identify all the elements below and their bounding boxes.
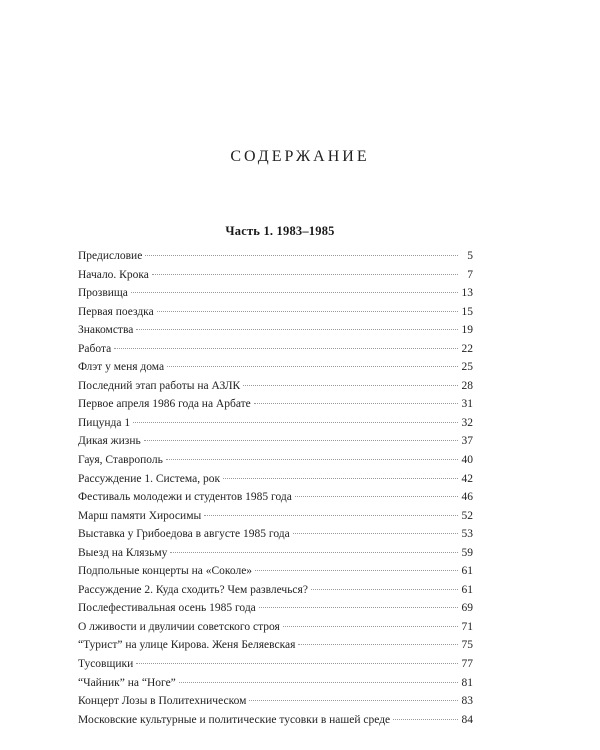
toc-entry (78, 599, 473, 618)
toc-entry-page: 52 (461, 509, 473, 522)
toc-dot-leader (145, 255, 458, 256)
toc-dot-leader (295, 496, 458, 497)
toc-entry-title: Марш памяти Хиросимы (78, 509, 202, 522)
toc-entry (78, 303, 473, 322)
toc-dot-leader (157, 311, 458, 312)
toc-entry-page: 15 (461, 305, 473, 318)
toc-dot-leader (152, 274, 458, 275)
toc-entry (78, 284, 473, 303)
toc-entry-title: “Чайник” на “Ноге” (78, 676, 176, 689)
toc-entry-title: Гауя, Ставрополь (78, 454, 163, 467)
toc-entry (78, 562, 473, 581)
toc-dot-leader (114, 348, 458, 349)
toc-entry (78, 692, 473, 711)
toc-entry-title: Фестиваль молодежи и студентов 1985 года (78, 491, 292, 504)
toc-entry-page: 81 (461, 676, 473, 689)
toc-dot-leader (283, 626, 458, 627)
toc-entry-title: О лживости и двуличии советского строя (78, 620, 280, 633)
toc-entry (78, 470, 473, 489)
toc-entry-title: Послефестивальная осень 1985 года (78, 602, 256, 615)
toc-entry (78, 525, 473, 544)
toc-entry-title: Последний этап работы на АЗЛК (78, 379, 241, 392)
toc-dot-leader (136, 329, 458, 330)
toc-entry (78, 432, 473, 451)
toc-entry-page: 61 (461, 565, 473, 578)
toc-dot-leader (393, 719, 458, 720)
toc-entry-page: 75 (461, 639, 473, 652)
toc-entry-title: Работа (78, 342, 112, 355)
toc-entry (78, 655, 473, 674)
toc-entry-title: Флэт у меня дома (78, 361, 165, 374)
toc-entry-title: “Турист” на улице Кирова. Женя Беляевская (78, 639, 296, 652)
toc-entry-title: Концерт Лозы в Политехническом (78, 695, 247, 708)
toc-entry-title: Выезд на Клязьму (78, 546, 168, 559)
toc-entry (78, 266, 473, 285)
toc-entry (78, 618, 473, 637)
toc-entry-title: Дикая жизнь (78, 435, 141, 448)
toc-entry (78, 321, 473, 340)
toc-entry-title: Рассуждение 1. Система, рок (78, 472, 221, 485)
toc-entry-page: 7 (467, 268, 473, 281)
toc-dot-leader (136, 663, 458, 664)
toc-dot-leader (293, 533, 458, 534)
toc-entry-title: Начало. Крока (78, 268, 149, 281)
toc-dot-leader (254, 403, 458, 404)
toc-entry (78, 636, 473, 655)
toc-entry (78, 674, 473, 693)
toc-dot-leader (179, 682, 458, 683)
toc-entry (78, 581, 473, 600)
toc-dot-leader (249, 700, 458, 701)
toc-entry-title: Пицунда 1 (78, 416, 131, 429)
toc-entry-title: Тусовщики (78, 658, 134, 671)
toc-entry-page: 22 (461, 342, 473, 355)
toc-dot-leader (170, 552, 458, 553)
toc-dot-leader (243, 385, 458, 386)
toc-entry-page: 71 (461, 620, 473, 633)
page-title: СОДЕРЖАНИЕ (230, 148, 370, 165)
toc-entry-title: Прозвища (78, 287, 128, 300)
toc-entry-page: 40 (461, 454, 473, 467)
part-title: Часть 1. 1983–1985 (225, 224, 335, 238)
toc-entry-page: 69 (461, 602, 473, 615)
toc-entry-page: 46 (461, 491, 473, 504)
toc-entry-page: 25 (461, 361, 473, 374)
toc-dot-leader (167, 366, 458, 367)
toc-dot-leader (133, 422, 458, 423)
toc-dot-leader (166, 459, 458, 460)
toc-entry (78, 414, 473, 433)
toc-entry (78, 507, 473, 526)
toc-entry-page: 37 (461, 435, 473, 448)
toc-entry (78, 451, 473, 470)
table-of-contents (78, 247, 473, 729)
toc-entry-title: Подпольные концерты на «Соколе» (78, 565, 253, 578)
toc-entry-page: 77 (461, 658, 473, 671)
toc-entry-title: Выставка у Грибоедова в августе 1985 года (78, 528, 290, 541)
toc-entry-page: 53 (461, 528, 473, 541)
toc-dot-leader (298, 644, 458, 645)
toc-entry-title: Знакомства (78, 324, 134, 337)
toc-entry-page: 5 (467, 250, 473, 262)
toc-dot-leader (144, 440, 458, 441)
toc-entry-page: 13 (461, 287, 473, 300)
toc-entry-page: 28 (461, 379, 473, 392)
toc-entry-page: 84 (461, 713, 473, 726)
toc-entry (78, 377, 473, 396)
toc-dot-leader (311, 589, 458, 590)
toc-entry (78, 711, 473, 730)
toc-entry-title: Предисловие (78, 250, 143, 262)
toc-entry-title: Первая поездка (78, 305, 154, 318)
toc-entry (78, 247, 473, 266)
toc-dot-leader (131, 292, 458, 293)
toc-entry-title: Московские культурные и политические тусовки в нашей среде (78, 713, 391, 726)
toc-entry-title: Первое апреля 1986 года на Арбате (78, 398, 251, 411)
toc-entry-page: 19 (461, 324, 473, 337)
toc-entry (78, 358, 473, 377)
toc-entry (78, 395, 473, 414)
toc-entry (78, 340, 473, 359)
toc-dot-leader (204, 515, 458, 516)
toc-entry-page: 59 (461, 546, 473, 559)
toc-entry-page: 42 (461, 472, 473, 485)
toc-dot-leader (259, 607, 458, 608)
toc-entry-page: 83 (461, 695, 473, 708)
toc-entry-page: 32 (461, 416, 473, 429)
toc-entry-title: Рассуждение 2. Куда сходить? Чем развлечься? (78, 583, 308, 596)
toc-dot-leader (255, 570, 458, 571)
toc-entry (78, 488, 473, 507)
toc-entry (78, 544, 473, 563)
toc-dot-leader (223, 478, 458, 479)
toc-entry-page: 31 (461, 398, 473, 411)
toc-entry-page: 61 (461, 583, 473, 596)
